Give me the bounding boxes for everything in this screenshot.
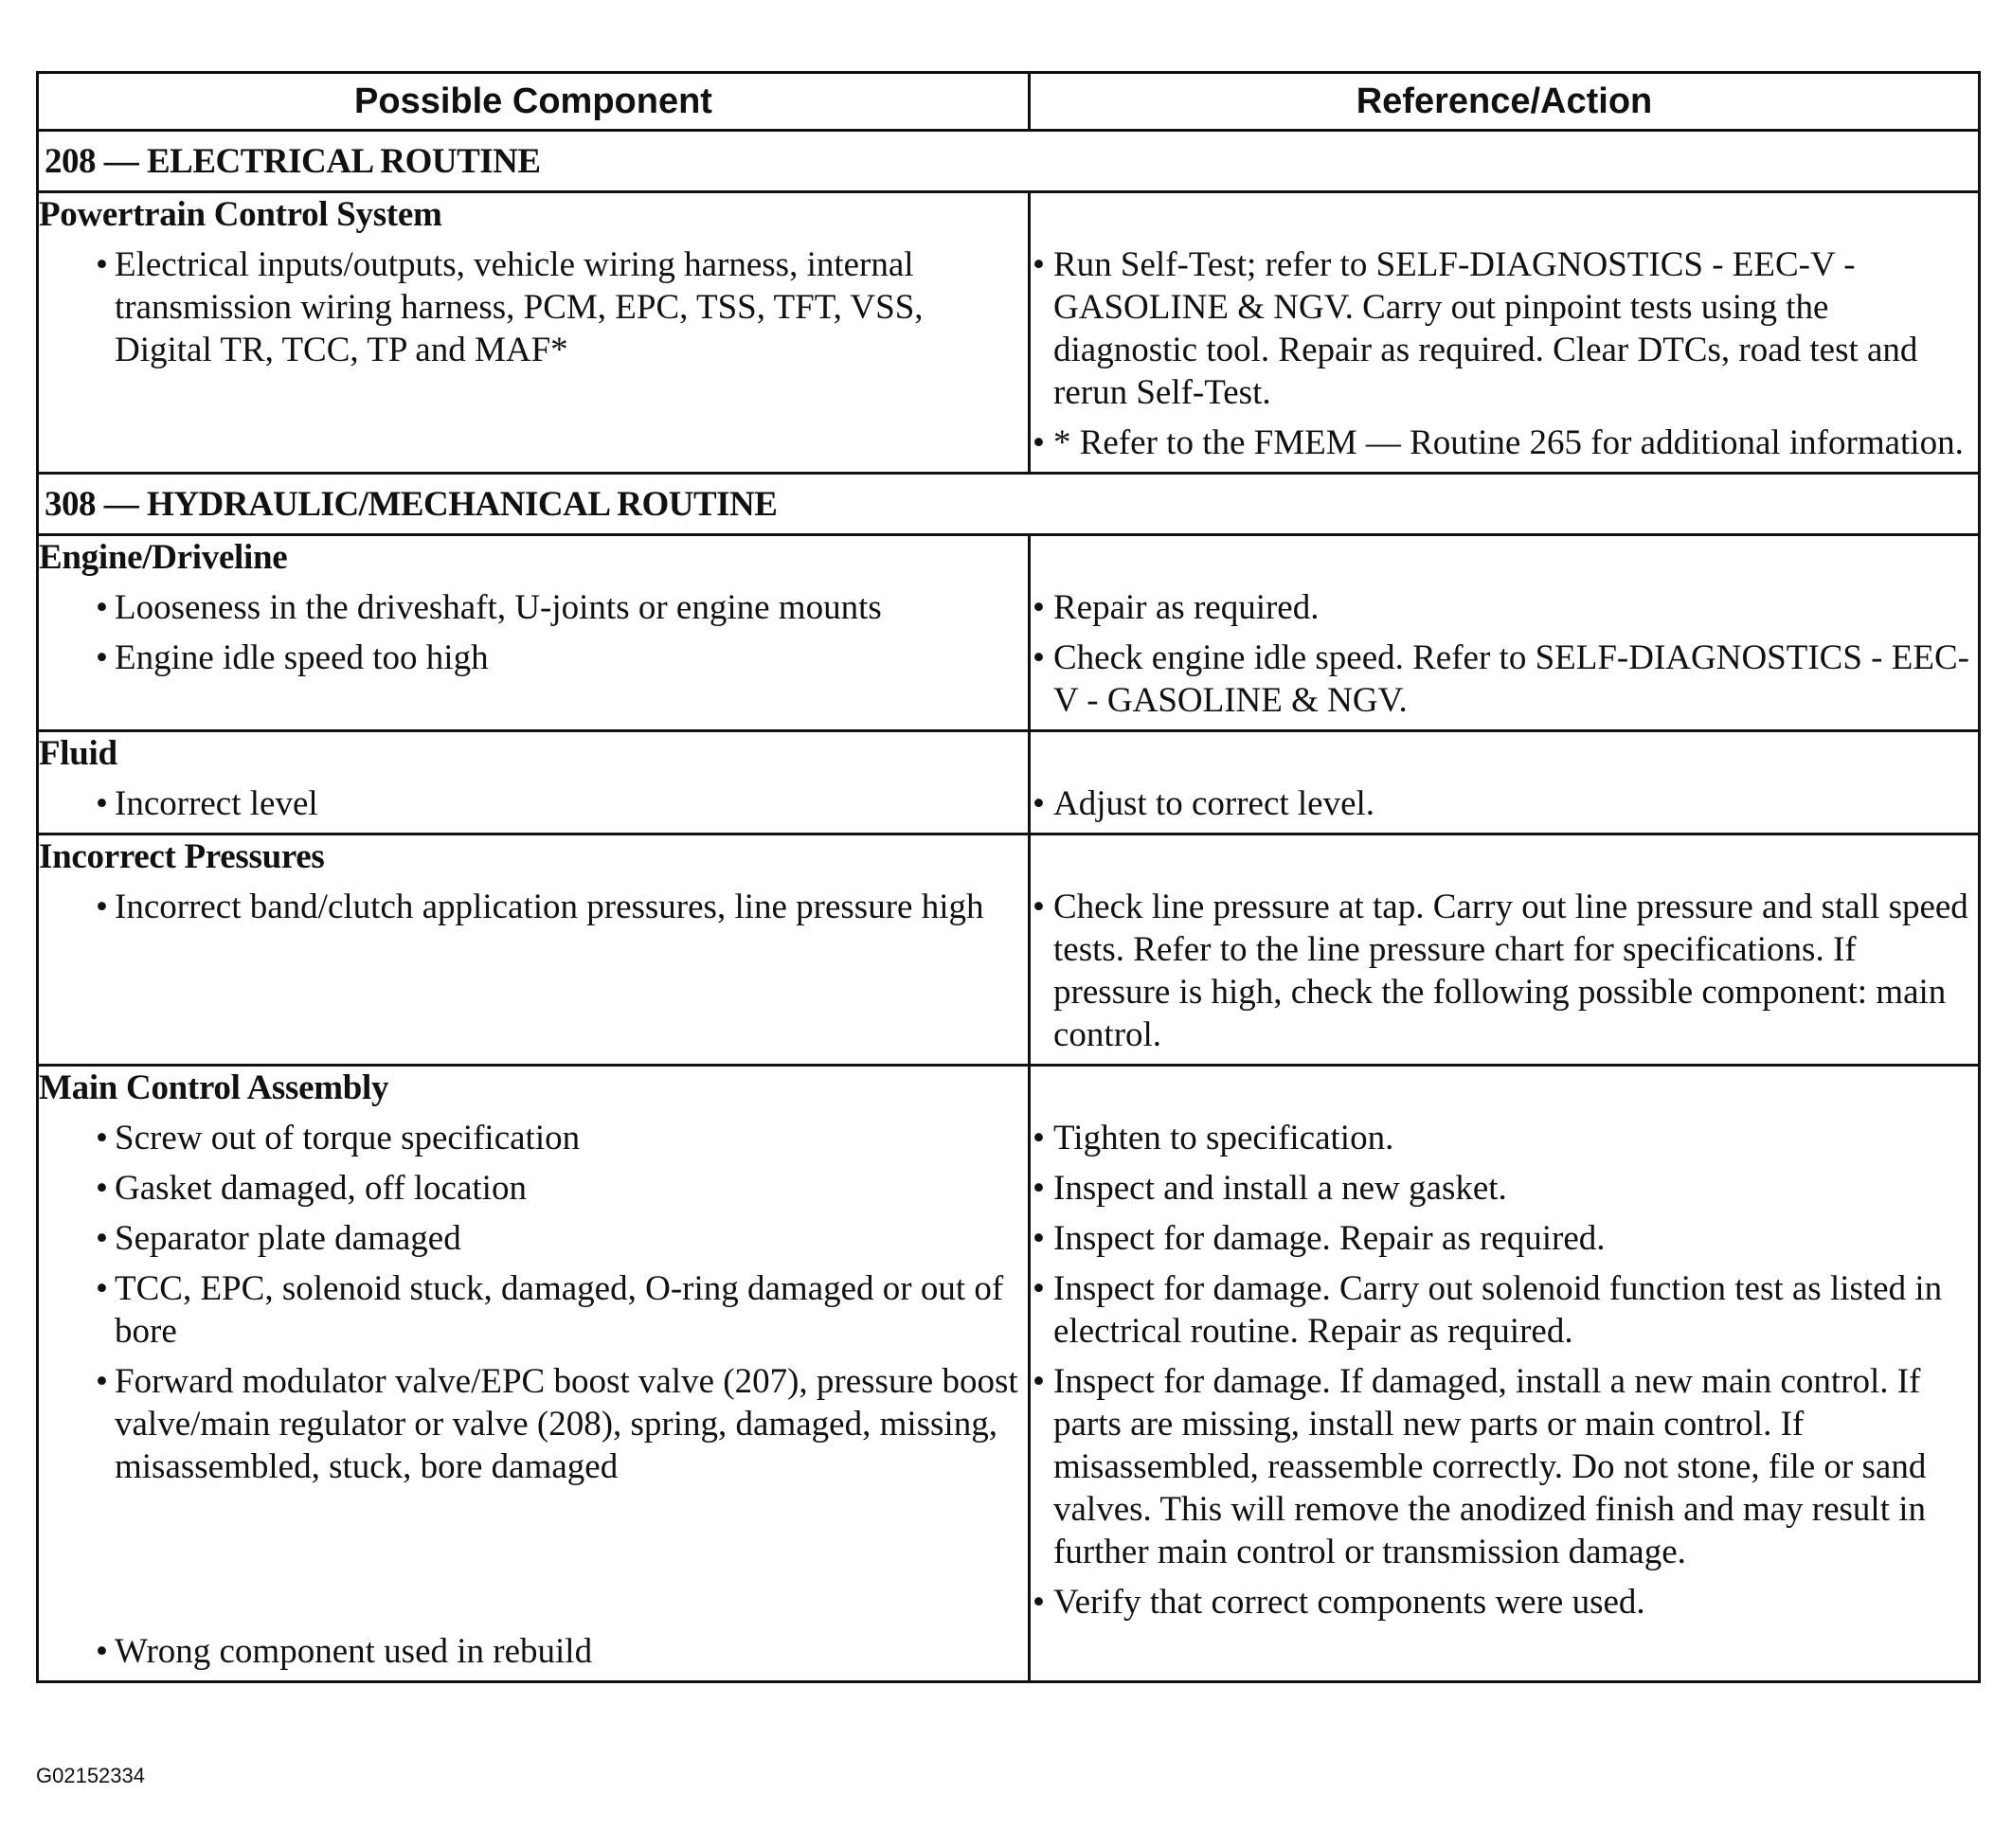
- list-item: • Inspect for damage. Repair as required.: [1031, 1217, 1978, 1260]
- list-item: • Check line pressure at tap. Carry out line pressure and stall speed tests. Refer to the line pressure chart for specifications. If pressure is high, check the following possible component: main control.: [1031, 886, 1978, 1056]
- table-header-row: [38, 73, 1980, 131]
- list-item: • Inspect for damage. Carry out solenoid function test as listed in electrical routine. Repair as required.: [1031, 1267, 1978, 1353]
- group-title: Incorrect Pressures: [39, 837, 325, 876]
- component-cell: [38, 192, 1030, 474]
- action-list: [1031, 782, 1978, 825]
- list-item: • * Refer to the FMEM — Routine 265 for additional information.: [1031, 422, 1978, 464]
- list-item: • TCC, EPC, solenoid stuck, damaged, O-ring damaged or out of bore: [39, 1267, 1028, 1353]
- group-row-main-control: [38, 1066, 1980, 1682]
- group-title: Fluid: [39, 734, 117, 773]
- list-item: • Electrical inputs/outputs, vehicle wiring harness, internal transmission wiring harness, PCM, EPC, TSS, TFT, VSS, Digital TR, TCC, TP and MAF*: [39, 243, 1028, 371]
- component-list: [39, 886, 1028, 928]
- component-list: [39, 586, 1028, 679]
- group-row-fluid: [38, 731, 1980, 834]
- list-item: • Separator plate damaged: [39, 1217, 1028, 1260]
- action-cell: [1030, 731, 1980, 834]
- list-item: • Gasket damaged, off location: [39, 1167, 1028, 1210]
- list-item: • Screw out of torque specification: [39, 1117, 1028, 1159]
- component-list: [39, 243, 1028, 371]
- routine-title: 308 — HYDRAULIC/MECHANICAL ROUTINE: [38, 474, 1980, 535]
- list-item: • Inspect for damage. If damaged, install a new main control. If parts are missing, install new parts or main control. If misassembled, reassemble correctly. Do not stone, file or sand valves. This will remove the anodized finish and may result in further main control or transmission damage.: [1031, 1360, 1978, 1573]
- list-item: • Incorrect level: [39, 782, 1028, 825]
- list-item: • Adjust to correct level.: [1031, 782, 1978, 825]
- component-cell: [38, 535, 1030, 731]
- action-list: [1031, 1117, 1978, 1624]
- list-item: • Run Self-Test; refer to SELF-DIAGNOSTICS - EEC-V - GASOLINE & NGV. Carry out pinpoint tests using the diagnostic tool. Repair as required. Clear DTCs, road test and rerun Self-Test.: [1031, 243, 1978, 414]
- action-list: [1031, 886, 1978, 1056]
- group-row-powertrain: [38, 192, 1980, 474]
- figure-id: G02152334: [36, 1764, 145, 1787]
- action-list: [1031, 243, 1978, 464]
- list-item: • Engine idle speed too high: [39, 637, 1028, 679]
- list-item: • Forward modulator valve/EPC boost valve (207), pressure boost valve/main regulator or valve (208), spring, damaged, missing, misassembled, stuck, bore damaged: [39, 1360, 1028, 1623]
- header-possible-component: Possible Component: [38, 73, 1030, 131]
- list-item: • Incorrect band/clutch application pressures, line pressure high: [39, 886, 1028, 928]
- list-item: • Verify that correct components were used.: [1031, 1581, 1978, 1624]
- header-reference-action: Reference/Action: [1030, 73, 1980, 131]
- routine-title: 208 — ELECTRICAL ROUTINE: [38, 131, 1980, 192]
- list-item: • Inspect and install a new gasket.: [1031, 1167, 1978, 1210]
- routine-row-hydraulic: [38, 474, 1980, 535]
- component-list: [39, 782, 1028, 825]
- group-title: Main Control Assembly: [39, 1068, 389, 1107]
- list-item: • Check engine idle speed. Refer to SELF-DIAGNOSTICS - EEC-V - GASOLINE & NGV.: [1031, 637, 1978, 722]
- action-cell: [1030, 192, 1980, 474]
- component-cell: [38, 1066, 1030, 1682]
- list-item: • Wrong component used in rebuild: [39, 1630, 1028, 1673]
- component-cell: [38, 834, 1030, 1066]
- action-list: [1031, 586, 1978, 722]
- action-cell: [1030, 834, 1980, 1066]
- action-cell: [1030, 535, 1980, 731]
- list-item: • Looseness in the driveshaft, U-joints or engine mounts: [39, 586, 1028, 629]
- list-item: • Tighten to specification.: [1031, 1117, 1978, 1159]
- diagnosis-table: [36, 71, 1981, 1683]
- group-row-incorrect-pressures: [38, 834, 1980, 1066]
- action-cell: [1030, 1066, 1980, 1682]
- group-row-engine-driveline: [38, 535, 1980, 731]
- component-cell: [38, 731, 1030, 834]
- list-item: • Repair as required.: [1031, 586, 1978, 629]
- routine-row-electrical: [38, 131, 1980, 192]
- component-list: [39, 1117, 1028, 1673]
- group-title: Engine/Driveline: [39, 538, 288, 577]
- group-title: Powertrain Control System: [39, 195, 442, 234]
